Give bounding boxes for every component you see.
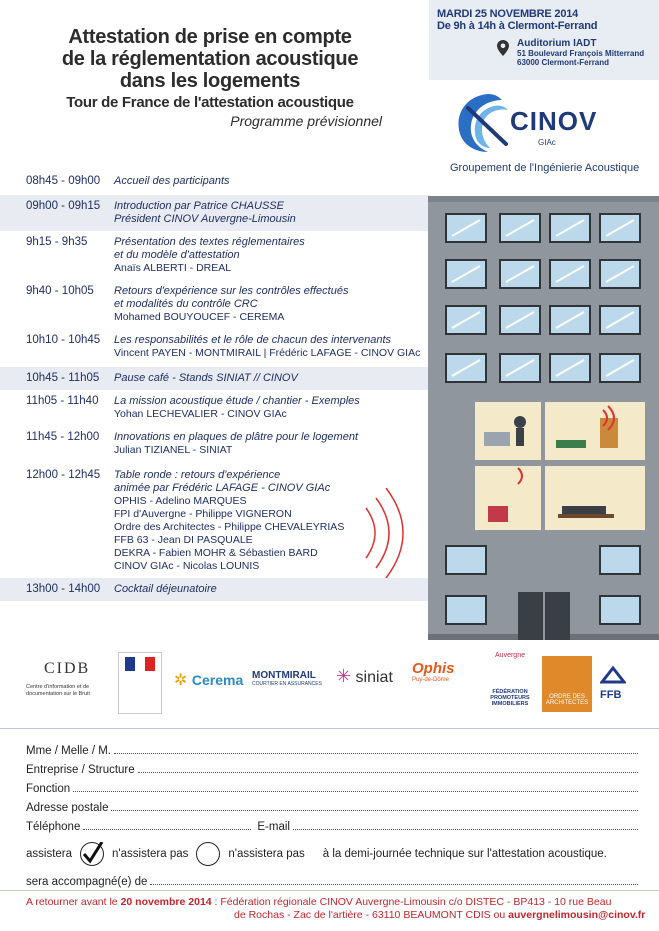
room-4 [545, 466, 645, 530]
registration-form [26, 742, 638, 888]
agenda-row [0, 170, 430, 193]
cinov-logo [440, 88, 650, 178]
agenda-row [0, 231, 430, 280]
building-window [446, 546, 486, 574]
agenda-talk-line: Accueil des participants [114, 175, 230, 187]
form-separator [0, 728, 659, 729]
cerema-logo: ✲ Cerema [174, 672, 244, 689]
agenda-talk-line: Président CINOV Auvergne-Limousin [114, 213, 296, 225]
title-line-3: dans les logements [119, 70, 301, 92]
agenda-description [114, 334, 424, 360]
venue-address-2: 63000 Clermont-Ferrand [517, 58, 610, 67]
footer-prefix: A retourner avant le [26, 896, 121, 908]
agenda-description [114, 395, 424, 421]
agenda-row [0, 367, 430, 390]
agenda-row [0, 390, 430, 426]
sound-waves-icon [360, 488, 420, 578]
agenda-description [114, 285, 424, 324]
room-2 [545, 402, 645, 460]
agenda-row [0, 426, 430, 462]
building-illustration [428, 196, 659, 640]
agenda-talk-line: et modalités du contrôle CRC [114, 298, 258, 310]
event-info-box [429, 0, 659, 80]
cidb-logo: CIDB Centre d'information et de documentation sur le Bruit [26, 660, 91, 697]
function-label: Fonction [26, 783, 71, 795]
building-window [446, 596, 486, 624]
agenda-description [114, 236, 424, 275]
venue-address-1: 51 Boulevard François Mitterrand [517, 49, 645, 58]
attend-label: assistera [26, 848, 73, 860]
cinov-tagline: Groupement de l'Ingénierie Acoustique [450, 162, 640, 174]
attend-tail: à la demi-journée technique sur l'attestation acoustique. [322, 848, 607, 860]
agenda-description [114, 175, 424, 188]
agenda-talk-line: Table ronde : retours d'expérience [114, 469, 281, 481]
civility-line[interactable] [26, 742, 638, 761]
address-line[interactable] [26, 799, 638, 818]
accompanied-label: sera accompagné(e) de [26, 876, 148, 888]
agenda-speaker: Yohan LECHEVALIER - CINOV GIAc [114, 408, 287, 420]
ophis-logo: Ophis Puy-de-Dôme [412, 660, 455, 683]
not-attend-label-1: n'assistera pas [112, 848, 189, 860]
footer-email-link[interactable]: auvergnelimousin@cinov.fr [508, 909, 646, 921]
cinov-wordmark: CINOV [510, 106, 598, 136]
agenda-time: 10h10 - 10h45 [26, 334, 101, 346]
agenda-time: 10h45 - 11h05 [26, 372, 100, 384]
agenda-talk-line: La mission acoustique étude / chantier - Exemples [114, 395, 360, 407]
email-label: E-mail [257, 821, 290, 833]
agenda-time: 11h05 - 11h40 [26, 395, 99, 407]
building-window [600, 596, 640, 624]
agenda-speaker: CINOV GIAc - Nicolas LOUNIS [114, 560, 260, 572]
room-1 [475, 402, 541, 460]
agenda-speaker: OPHIS - Adelino MARQUES [114, 495, 247, 507]
agenda-talk-line: Pause café - Stands SINIAT // CINOV [114, 372, 298, 384]
attend-checkbox[interactable] [80, 842, 104, 866]
civility-label: Mme / Melle / M. [26, 745, 111, 757]
title-line-1: Attestation de prise en compte [68, 26, 352, 48]
agenda-talk-line: Introduction par Patrice CHAUSSE [114, 200, 284, 212]
location-pin-icon [497, 40, 509, 56]
agenda-description [114, 372, 424, 385]
agenda-time: 13h00 - 14h00 [26, 583, 101, 595]
building-window [600, 546, 640, 574]
agenda-time: 9h40 - 10h05 [26, 285, 94, 297]
agenda-talk-line: Innovations en plaques de plâtre pour le logement [114, 431, 359, 443]
agenda-speaker: Mohamed BOUYOUCEF - CEREMA [114, 311, 285, 323]
agenda-time: 9h15 - 9h35 [26, 236, 88, 248]
agenda-time: 09h00 - 09h15 [26, 200, 101, 212]
event-date: MARDI 25 NOVEMBRE 2014 [437, 8, 579, 20]
subtitle: Tour de France de l'attestation acoustique [66, 94, 354, 111]
agenda-time: 08h45 - 09h00 [26, 175, 101, 187]
agenda-talk-line: Retours d'expérience sur les contrôles effectués [114, 285, 349, 297]
cinov-swirl-icon [448, 88, 518, 158]
programme-label: Programme prévisionnel [230, 113, 382, 129]
title-line-2: de la réglementation acoustique [61, 48, 359, 70]
agenda-speaker: FFB 63 - Jean DI PASQUALE [114, 534, 253, 546]
accompanied-field[interactable] [150, 873, 638, 885]
cinov-giac: GIAc [538, 138, 556, 147]
address-label: Adresse postale [26, 802, 109, 814]
agenda-talk-line: et du modèle d'attestation [114, 249, 240, 261]
email-field[interactable] [293, 818, 638, 830]
company-line[interactable] [26, 761, 638, 780]
ordre-architectes-logo: ORDRE DES ARCHITECTES [542, 656, 592, 712]
agenda-speaker: Anaïs ALBERTI - DREAL [114, 262, 232, 274]
phone-label: Téléphone [26, 821, 81, 833]
address-field[interactable] [111, 799, 638, 811]
event-time: De 9h à 14h à Clermont-Ferrand [437, 20, 598, 32]
company-field[interactable] [138, 761, 638, 773]
siniat-logo: ✳ siniat [336, 666, 393, 686]
agenda-talk-line: Les responsabilités et le rôle de chacun des intervenants [114, 334, 392, 346]
footer-text-2: de Rochas - Zac de l'artière - 63110 BEAUMONT CDIS ou [234, 909, 509, 921]
agenda-description [114, 431, 424, 457]
phone-email-line[interactable] [26, 818, 638, 837]
agenda-row [0, 578, 430, 601]
agenda-speaker: DEKRA - Fabien MOHR & Sébastien BARD [114, 547, 318, 559]
ffb-logo: FFB [600, 664, 626, 701]
republique-logo [118, 652, 162, 714]
company-label: Entreprise / Structure [26, 764, 135, 776]
function-field[interactable] [73, 780, 638, 792]
montmirail-logo: MONTMIRAIL COURTIER EN ASSURANCES [252, 670, 322, 687]
agenda-speaker: FPI d'Auvergne - Philippe VIGNERON [114, 508, 292, 520]
fpi-logo: Auvergne FÉDÉRATION PROMOTEURS IMMOBILIERS [490, 652, 530, 707]
function-line[interactable] [26, 780, 638, 799]
footer-deadline: 20 novembre 2014 [120, 896, 212, 908]
agenda-time: 11h45 - 12h00 [26, 431, 100, 443]
checkmark-icon [80, 842, 104, 866]
not-attend-checkbox[interactable] [196, 842, 220, 866]
agenda-speaker: Ordre des Architectes - Philippe CHEVALEYRIAS [114, 521, 345, 533]
not-attend-label-2: n'assistera pas [228, 848, 305, 860]
agenda-row [0, 329, 430, 365]
footer [26, 896, 646, 922]
phone-field[interactable] [83, 818, 251, 830]
agenda-talk-line: Cocktail déjeunatoire [114, 583, 217, 595]
agenda-row [0, 280, 430, 329]
civility-field[interactable] [114, 742, 638, 754]
agenda-speaker: Julian TIZIANEL - SINIAT [114, 444, 233, 456]
footer-separator [0, 890, 659, 891]
title-block [20, 26, 400, 130]
agenda-talk-line: animée par Frédéric LAFAGE - CINOV GIAc [114, 482, 331, 494]
agenda-time: 12h00 - 12h45 [26, 469, 101, 481]
event-venue [497, 38, 651, 67]
accompanied-line[interactable] [26, 873, 638, 888]
venue-name: Auditorium IADT [517, 38, 597, 49]
agenda-speaker: Vincent PAYEN - MONTMIRAIL | Frédéric LAFAGE - CINOV GIAc [114, 347, 421, 359]
partner-logos [20, 650, 650, 720]
footer-text-1: : Fédération régionale CINOV Auvergne-Limousin c/o DISTEC - BP413 - 10 rue Beau [211, 896, 612, 908]
agenda-talk-line: Présentation des textes réglementaires [114, 236, 305, 248]
attendance-row [26, 841, 638, 867]
agenda-description [114, 200, 424, 226]
agenda-row [0, 195, 430, 231]
agenda-description [114, 583, 424, 596]
